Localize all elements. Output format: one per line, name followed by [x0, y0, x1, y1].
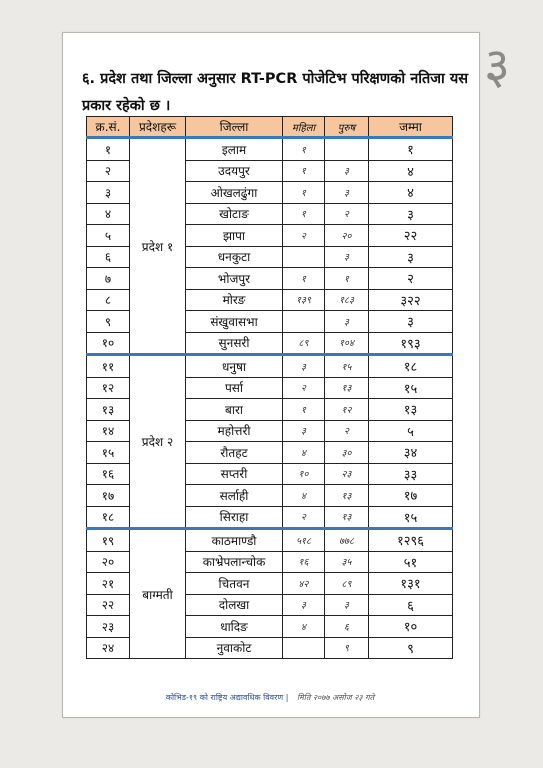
table-header-row [87, 117, 453, 138]
total-cell: १८ [369, 355, 453, 378]
female-cell: १ [283, 182, 325, 204]
female-cell: ५१८ [283, 529, 325, 552]
female-cell: १ [283, 268, 325, 290]
total-cell: ३३ [369, 463, 453, 485]
male-cell: ३ [325, 160, 369, 182]
table-body [87, 138, 453, 659]
serial-cell: २२ [87, 594, 130, 616]
female-cell: १ [283, 203, 325, 225]
serial-cell: २३ [87, 616, 130, 638]
total-cell: ३२२ [369, 289, 453, 311]
district-cell: काभ्रेपलान्चोक [186, 551, 283, 573]
female-cell: २ [283, 377, 325, 399]
table-row [87, 529, 453, 552]
male-cell: ३ [325, 594, 369, 616]
male-cell: १०४ [325, 332, 369, 355]
serial-cell: १६ [87, 463, 130, 485]
serial-cell: १२ [87, 377, 130, 399]
female-cell: ४ [283, 442, 325, 464]
total-cell: ४ [369, 160, 453, 182]
total-cell: १० [369, 616, 453, 638]
serial-cell: ३ [87, 182, 130, 204]
header-province: प्रदेशहरू [130, 117, 186, 138]
male-cell: ३ [325, 182, 369, 204]
header-female: महिला [283, 117, 325, 138]
serial-cell: २० [87, 551, 130, 573]
serial-cell: २१ [87, 573, 130, 595]
province-cell: प्रदेश २ [130, 355, 186, 529]
serial-cell: ११ [87, 355, 130, 378]
district-cell: महोत्तरी [186, 420, 283, 442]
total-cell: १७ [369, 485, 453, 507]
total-cell: ३ [369, 311, 453, 333]
district-cell: नुवाकोट [186, 637, 283, 659]
female-cell: २ [283, 506, 325, 529]
serial-cell: १८ [87, 506, 130, 529]
total-cell: ३ [369, 203, 453, 225]
male-cell: १ [325, 268, 369, 290]
female-cell: ८९ [283, 332, 325, 355]
male-cell: २३ [325, 463, 369, 485]
district-cell: पर्सा [186, 377, 283, 399]
total-cell: ६ [369, 594, 453, 616]
district-cell: इलाम [186, 138, 283, 161]
district-cell: रौतहट [186, 442, 283, 464]
district-cell: ओखलढुंगा [186, 182, 283, 204]
female-cell: २ [283, 225, 325, 247]
total-cell: ५ [369, 420, 453, 442]
total-cell: ५१ [369, 551, 453, 573]
district-cell: धनुषा [186, 355, 283, 378]
female-cell: १३९ [283, 289, 325, 311]
female-cell: १ [283, 160, 325, 182]
male-cell: १८३ [325, 289, 369, 311]
district-cell: सर्लाही [186, 485, 283, 507]
district-cell: धादिङ [186, 616, 283, 638]
province-cell: प्रदेश १ [130, 138, 186, 355]
female-cell: १ [283, 138, 325, 161]
male-cell: ३ [325, 311, 369, 333]
male-cell: ३० [325, 442, 369, 464]
total-cell: १३ [369, 399, 453, 421]
female-cell: ४२ [283, 573, 325, 595]
total-cell: १५ [369, 506, 453, 529]
footer-title: कोभिड-१९ को राष्ट्रिय अद्यावधिक विवरण | [165, 693, 289, 702]
header-male: पुरुष [325, 117, 369, 138]
total-cell: २२ [369, 225, 453, 247]
female-cell: ४ [283, 616, 325, 638]
female-cell [283, 246, 325, 268]
female-cell [283, 311, 325, 333]
header-serial: क्र.सं. [87, 117, 130, 138]
female-cell: १६ [283, 551, 325, 573]
total-cell: २ [369, 268, 453, 290]
serial-cell: १९ [87, 529, 130, 552]
total-cell: ३ [369, 246, 453, 268]
district-cell: भोजपुर [186, 268, 283, 290]
total-cell: ९ [369, 637, 453, 659]
male-cell: १३ [325, 377, 369, 399]
district-cell: खोटाङ [186, 203, 283, 225]
province-cell: बाग्मती [130, 529, 186, 659]
total-cell: १२९६ [369, 529, 453, 552]
male-cell: ७७८ [325, 529, 369, 552]
table-row [87, 138, 453, 161]
district-cell: सुनसरी [186, 332, 283, 355]
male-cell: ९ [325, 637, 369, 659]
male-cell: ६ [325, 616, 369, 638]
serial-cell: १५ [87, 442, 130, 464]
header-total: जम्मा [369, 117, 453, 138]
total-cell: १९३ [369, 332, 453, 355]
male-cell [325, 138, 369, 161]
serial-cell: २ [87, 160, 130, 182]
total-cell: ३४ [369, 442, 453, 464]
section-heading: ६. प्रदेश तथा जिल्ला अनुसार RT-PCR पोजेटिभ परिक्षणको नतिजा यस प्रकार रहेको छ । [82, 71, 469, 114]
results-table [86, 116, 453, 659]
serial-cell: ९ [87, 311, 130, 333]
total-cell: १३१ [369, 573, 453, 595]
district-cell: चितवन [186, 573, 283, 595]
serial-cell: ७ [87, 268, 130, 290]
male-cell: ३ [325, 246, 369, 268]
serial-cell: २४ [87, 637, 130, 659]
page-footer [62, 692, 478, 703]
female-cell: ३ [283, 594, 325, 616]
serial-cell: ५ [87, 225, 130, 247]
serial-cell: १७ [87, 485, 130, 507]
header-district: जिल्ला [186, 117, 283, 138]
serial-cell: ६ [87, 246, 130, 268]
total-cell: १ [369, 138, 453, 161]
serial-cell: १ [87, 138, 130, 161]
district-cell: बारा [186, 399, 283, 421]
total-cell: १५ [369, 377, 453, 399]
male-cell: १३ [325, 506, 369, 529]
male-cell: १३ [325, 485, 369, 507]
footer-date: मिति २०७७ असोज २३ गते [296, 693, 375, 702]
male-cell: १५ [325, 355, 369, 378]
district-cell: उदयपुर [186, 160, 283, 182]
female-cell: ३ [283, 420, 325, 442]
district-cell: काठमाण्डौ [186, 529, 283, 552]
female-cell: ४ [283, 485, 325, 507]
district-cell: सप्तरी [186, 463, 283, 485]
female-cell: १० [283, 463, 325, 485]
district-cell: संखुवासभा [186, 311, 283, 333]
table-row [87, 355, 453, 378]
male-cell: ३५ [325, 551, 369, 573]
male-cell: ८९ [325, 573, 369, 595]
serial-cell: ४ [87, 203, 130, 225]
page-number: ३ [484, 37, 510, 95]
serial-cell: १३ [87, 399, 130, 421]
male-cell: २ [325, 203, 369, 225]
male-cell: २० [325, 225, 369, 247]
serial-cell: १० [87, 332, 130, 355]
female-cell: ३ [283, 355, 325, 378]
district-cell: दोलखा [186, 594, 283, 616]
serial-cell: १४ [87, 420, 130, 442]
female-cell [283, 637, 325, 659]
male-cell: १२ [325, 399, 369, 421]
district-cell: मोरङ [186, 289, 283, 311]
district-cell: सिराहा [186, 506, 283, 529]
male-cell: २ [325, 420, 369, 442]
total-cell: ४ [369, 182, 453, 204]
serial-cell: ८ [87, 289, 130, 311]
female-cell: १ [283, 399, 325, 421]
district-cell: धनकुटा [186, 246, 283, 268]
district-cell: झापा [186, 225, 283, 247]
